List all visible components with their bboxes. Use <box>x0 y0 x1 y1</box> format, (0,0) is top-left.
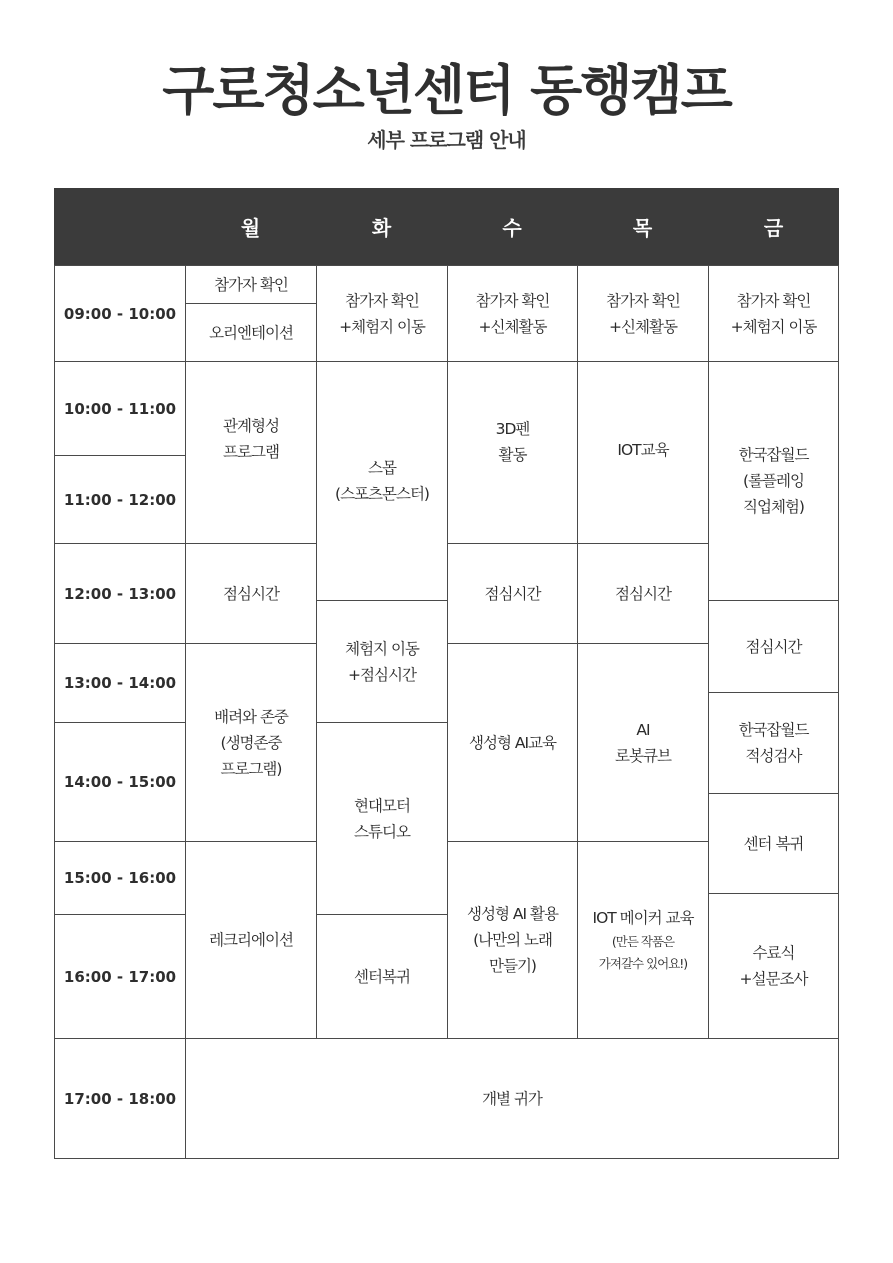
time-slot: 15:00 - 16:00 <box>54 841 186 915</box>
time-slot: 10:00 - 11:00 <box>54 361 186 456</box>
mon-relation-program: 관계형성 프로그램 <box>185 361 317 544</box>
wed-ai-song: 생성형 AI 활용 (나만의 노래 만들기) <box>447 841 578 1039</box>
fri-return: 센터 복귀 <box>708 793 839 894</box>
time-slot: 17:00 - 18:00 <box>54 1038 186 1159</box>
mon-orientation: 오리엔테이션 <box>185 303 317 362</box>
tue-move-lunch: 체험지 이동 +점심시간 <box>316 600 448 723</box>
wed-3dpen: 3D펜 활동 <box>447 361 578 544</box>
time-slot: 16:00 - 17:00 <box>54 914 186 1039</box>
mon-recreation: 레크리에이션 <box>185 841 317 1039</box>
day-header-tue: 화 <box>316 188 447 265</box>
thu-iot-maker <box>577 841 709 1039</box>
thu-ai-robot: AI 로봇큐브 <box>577 643 709 842</box>
day-header-thu: 목 <box>577 188 708 265</box>
thu-lunch: 점심시간 <box>577 543 709 644</box>
day-header-wed: 수 <box>447 188 577 265</box>
day-header-mon: 월 <box>185 188 316 265</box>
page-title: 구로청소년센터 동행캠프 <box>162 59 731 122</box>
fri-closing: 수료식 +설문조사 <box>708 893 839 1039</box>
time-slot: 12:00 - 13:00 <box>54 543 186 644</box>
tue-hyundai-studio: 현대모터 스튜디오 <box>316 722 448 915</box>
mon-respect-program: 배려와 존중 (생명존중 프로그램) <box>185 643 317 842</box>
tue-checkin: 참가자 확인 +체험지 이동 <box>316 265 448 362</box>
schedule-table <box>54 188 839 1159</box>
thu-maker-note: (만든 작품은 가져갈수 있어요!) <box>598 934 688 971</box>
individual-return: 개별 귀가 <box>185 1038 839 1159</box>
thu-maker-title: IOT 메이커 교육 <box>592 909 694 927</box>
time-slot: 14:00 - 15:00 <box>54 722 186 842</box>
tue-return: 센터복귀 <box>316 914 448 1039</box>
mon-lunch: 점심시간 <box>185 543 317 644</box>
fri-aptitude-test: 한국잡월드 적성검사 <box>708 692 839 794</box>
time-slot: 09:00 - 10:00 <box>54 265 186 362</box>
time-slot: 13:00 - 14:00 <box>54 643 186 723</box>
day-header-fri: 금 <box>708 188 839 265</box>
fri-lunch: 점심시간 <box>708 600 839 693</box>
thu-iot: IOT교육 <box>577 361 709 544</box>
fri-jobworld: 한국잡월드 (롤플레잉 직업체험) <box>708 361 839 601</box>
mon-checkin: 참가자 확인 <box>185 265 317 304</box>
page-subtitle: 세부 프로그램 안내 <box>367 128 526 152</box>
wed-ai-class: 생성형 AI교육 <box>447 643 578 842</box>
time-slot: 11:00 - 12:00 <box>54 455 186 544</box>
wed-checkin: 참가자 확인 +신체활동 <box>447 265 578 362</box>
tue-spomp: 스몹 (스포츠몬스터) <box>316 361 448 601</box>
thu-checkin: 참가자 확인 +신체활동 <box>577 265 709 362</box>
fri-checkin: 참가자 확인 +체험지 이동 <box>708 265 839 362</box>
wed-lunch: 점심시간 <box>447 543 578 644</box>
